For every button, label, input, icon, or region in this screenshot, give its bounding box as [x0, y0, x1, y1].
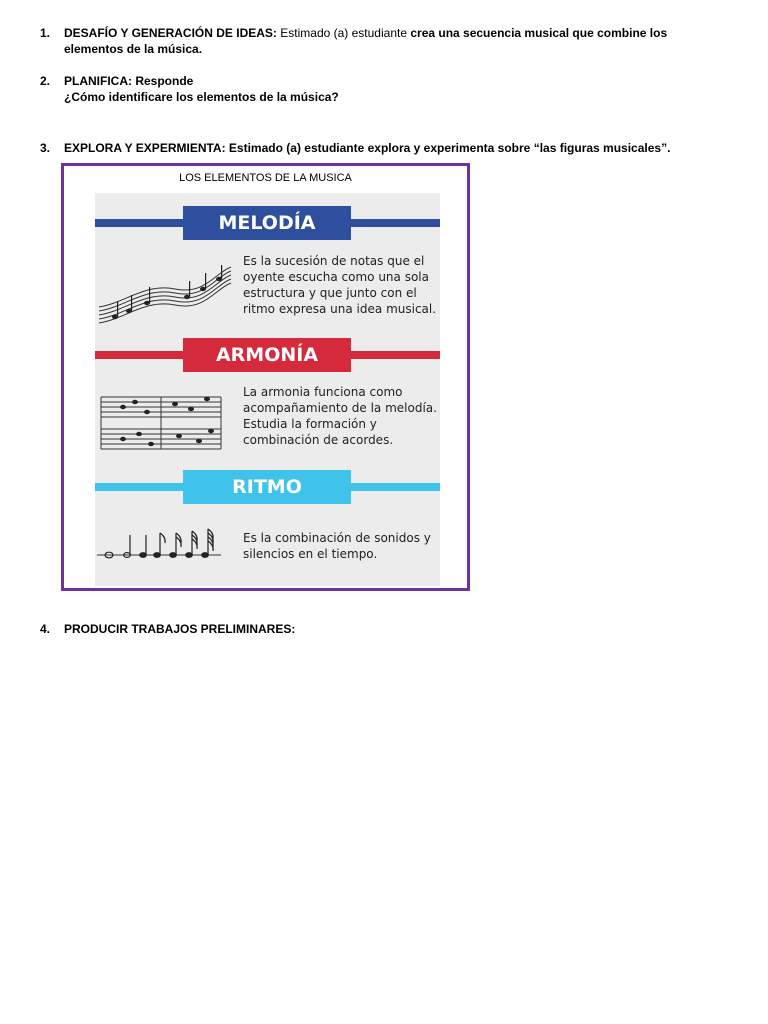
item-number: 3. [40, 141, 51, 155]
item-task: crea una secuencia musical que combine los elementos de la música. [64, 26, 668, 56]
melodia-label: MELODÍA [183, 206, 351, 240]
figure-title: LOS ELEMENTOS DE LA MUSICA [179, 172, 352, 184]
item-number: 1. [40, 26, 51, 40]
item-intro: Estimado (a) estudiante [276, 26, 411, 40]
ritmo-description: Es la combinación de sonidos y silencios en el tiempo. [243, 531, 431, 561]
item-number: 2. [40, 74, 51, 88]
item-text: Estimado (a) estudiante explora y experimenta sobre “las figuras musicales”. [225, 141, 671, 155]
item-heading: PRODUCIR TRABAJOS PRELIMINARES: [64, 622, 296, 636]
item-number: 4. [40, 622, 51, 636]
item-body [64, 25, 720, 57]
melodia-description: Es la sucesión de notas que el oyente escucha como una sola estructura y que junto con el ritmo expresa una idea musical. [243, 254, 437, 316]
harmony-score-icon [95, 391, 225, 453]
figure-panel [95, 193, 440, 586]
item-question: ¿Cómo identificare los elementos de la música? [64, 90, 339, 104]
melody-score-icon [95, 263, 235, 325]
ritmo-label: RITMO [183, 470, 351, 504]
item-body [64, 73, 720, 105]
item-heading: EXPLORA Y EXPERMIENTA: [64, 141, 226, 155]
rhythm-notes-icon [95, 527, 225, 567]
item-body [64, 140, 720, 156]
item-heading: DESAFÍO Y GENERACIÓN DE IDEAS: [64, 26, 277, 40]
armonia-label: ARMONÍA [183, 338, 351, 372]
item-heading: PLANIFICA: Responde [64, 74, 194, 88]
armonia-description: La armonia funciona como acompañamiento de la melodía. Estudia la formación y combinación de acordes. [243, 385, 437, 447]
music-elements-figure [61, 163, 470, 591]
